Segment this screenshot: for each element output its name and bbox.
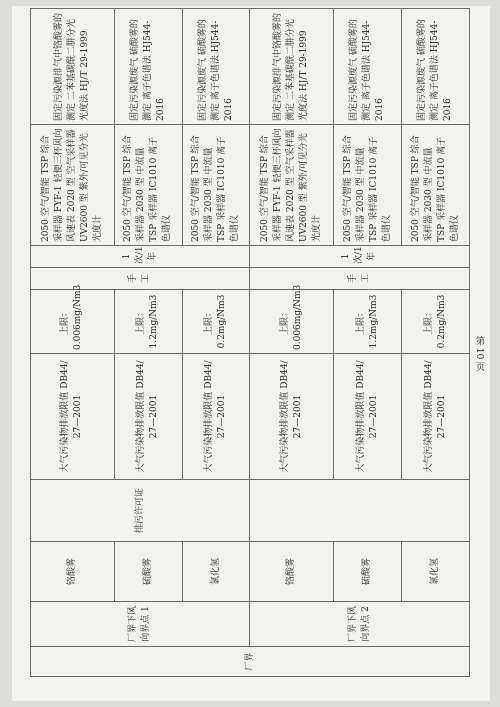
pollutant-cell: 铬酸雾: [31, 542, 115, 602]
instrument-cell: 2050 空气/智能 TSP 综合采样器 2030 型 中流量 TSP 采样器 IC1010 离子色谱仪: [402, 125, 470, 246]
standard-cell: 大气污染物排放限值 DB44/ 27—2001: [334, 354, 402, 480]
limit-cell: 上限：0.2mg/Nm3: [402, 290, 470, 354]
page-number: 第 10 页: [474, 336, 484, 372]
instrument-cell: 2050 空气/智能 TSP 综合采样器 2030 型 中流量 TSP 采样器 IC1010 离子色谱仪: [114, 125, 182, 246]
limit-cell: 上限：0.006mg/Nm3: [31, 290, 115, 354]
test-method-cell: 固定污染源废气 硫酸雾的测定 离子色谱法 HJ544-2016: [114, 9, 182, 125]
method-cell: 手工: [31, 268, 250, 290]
monitoring-table: [30, 8, 470, 677]
standard-cell: 大气污染物排放限值 DB44/ 27—2001: [250, 354, 334, 480]
standard-cell: 大气污染物排放限值 DB44/ 27—2001: [402, 354, 470, 480]
standard-cell: 大气污染物排放限值 DB44/ 27—2001: [31, 354, 115, 480]
instrument-cell: 2050 空气/智能 TSP 综合采样器 FYF-1 轻便三杯风向风速表 2020 型 空气采样器 UV2600 型 紫外/可见分光光度计: [31, 125, 115, 246]
table-row: [334, 9, 402, 677]
basis-cell: [250, 480, 470, 542]
limit-cell: 上限：1.2mg/Nm3: [114, 290, 182, 354]
pollutant-cell: 硫酸雾: [114, 542, 182, 602]
limit-cell: 上限：0.006mg/Nm3: [250, 290, 334, 354]
pollutant-cell: 铬酸雾: [250, 542, 334, 602]
method-cell: 手工: [250, 268, 470, 290]
standard-cell: 大气污染物排放限值 DB44/ 27—2001: [182, 354, 250, 480]
frequency-cell: 1次/1年: [31, 246, 250, 268]
point-cell: 厂界下风向界点 2: [250, 602, 470, 647]
table-row: [31, 9, 115, 677]
limit-cell: 上限：0.2mg/Nm3: [182, 290, 250, 354]
test-method-cell: 固定污染源废气 硫酸雾的测定 离子色谱法 HJ544-2016: [182, 9, 250, 125]
instrument-cell: 2050 空气/智能 TSP 综合采样器 2030 型 中流量 TSP 采样器 IC1010 离子色谱仪: [334, 125, 402, 246]
table-row: [402, 9, 470, 677]
rotated-table-area: [30, 9, 470, 677]
test-method-cell: 固定污染源废气 硫酸雾的测定 离子色谱法 HJ544-2016: [402, 9, 470, 125]
pollutant-cell: 硫酸雾: [334, 542, 402, 602]
frequency-cell: 1次/1年: [250, 246, 470, 268]
test-method-cell: 固定污染源排气中铬酸雾的测定 二苯基碳酰二肼分光光度法 HJ/T 29-1999: [31, 9, 115, 125]
test-method-cell: 固定污染源排气中铬酸雾的测定 二苯基碳酰二肼分光光度法 HJ/T 29-1999: [250, 9, 334, 125]
table-row: [250, 9, 334, 677]
pollutant-cell: 氯化氢: [402, 542, 470, 602]
instrument-cell: 2050 空气/智能 TSP 综合采样器 FYF-1 轻便三杯风向风速表 2020 型 空气采样器 UV2600 型 紫外/可见分光光度计: [250, 125, 334, 246]
basis-cell: 排污许可证: [31, 480, 250, 542]
table-row: [114, 9, 182, 677]
area-cell: 厂界: [31, 647, 470, 677]
test-method-cell: 固定污染源废气 硫酸雾的测定 离子色谱法 HJ544-2016: [334, 9, 402, 125]
point-cell: 厂界下风向界点 1: [31, 602, 250, 647]
limit-cell: 上限：1.2mg/Nm3: [334, 290, 402, 354]
standard-cell: 大气污染物排放限值 DB44/ 27—2001: [114, 354, 182, 480]
instrument-cell: 2050 空气/智能 TSP 综合采样器 2030 型 中流量 TSP 采样器 IC1010 离子色谱仪: [182, 125, 250, 246]
document-page: [12, 6, 490, 701]
table-row: [182, 9, 250, 677]
pollutant-cell: 氯化氢: [182, 542, 250, 602]
